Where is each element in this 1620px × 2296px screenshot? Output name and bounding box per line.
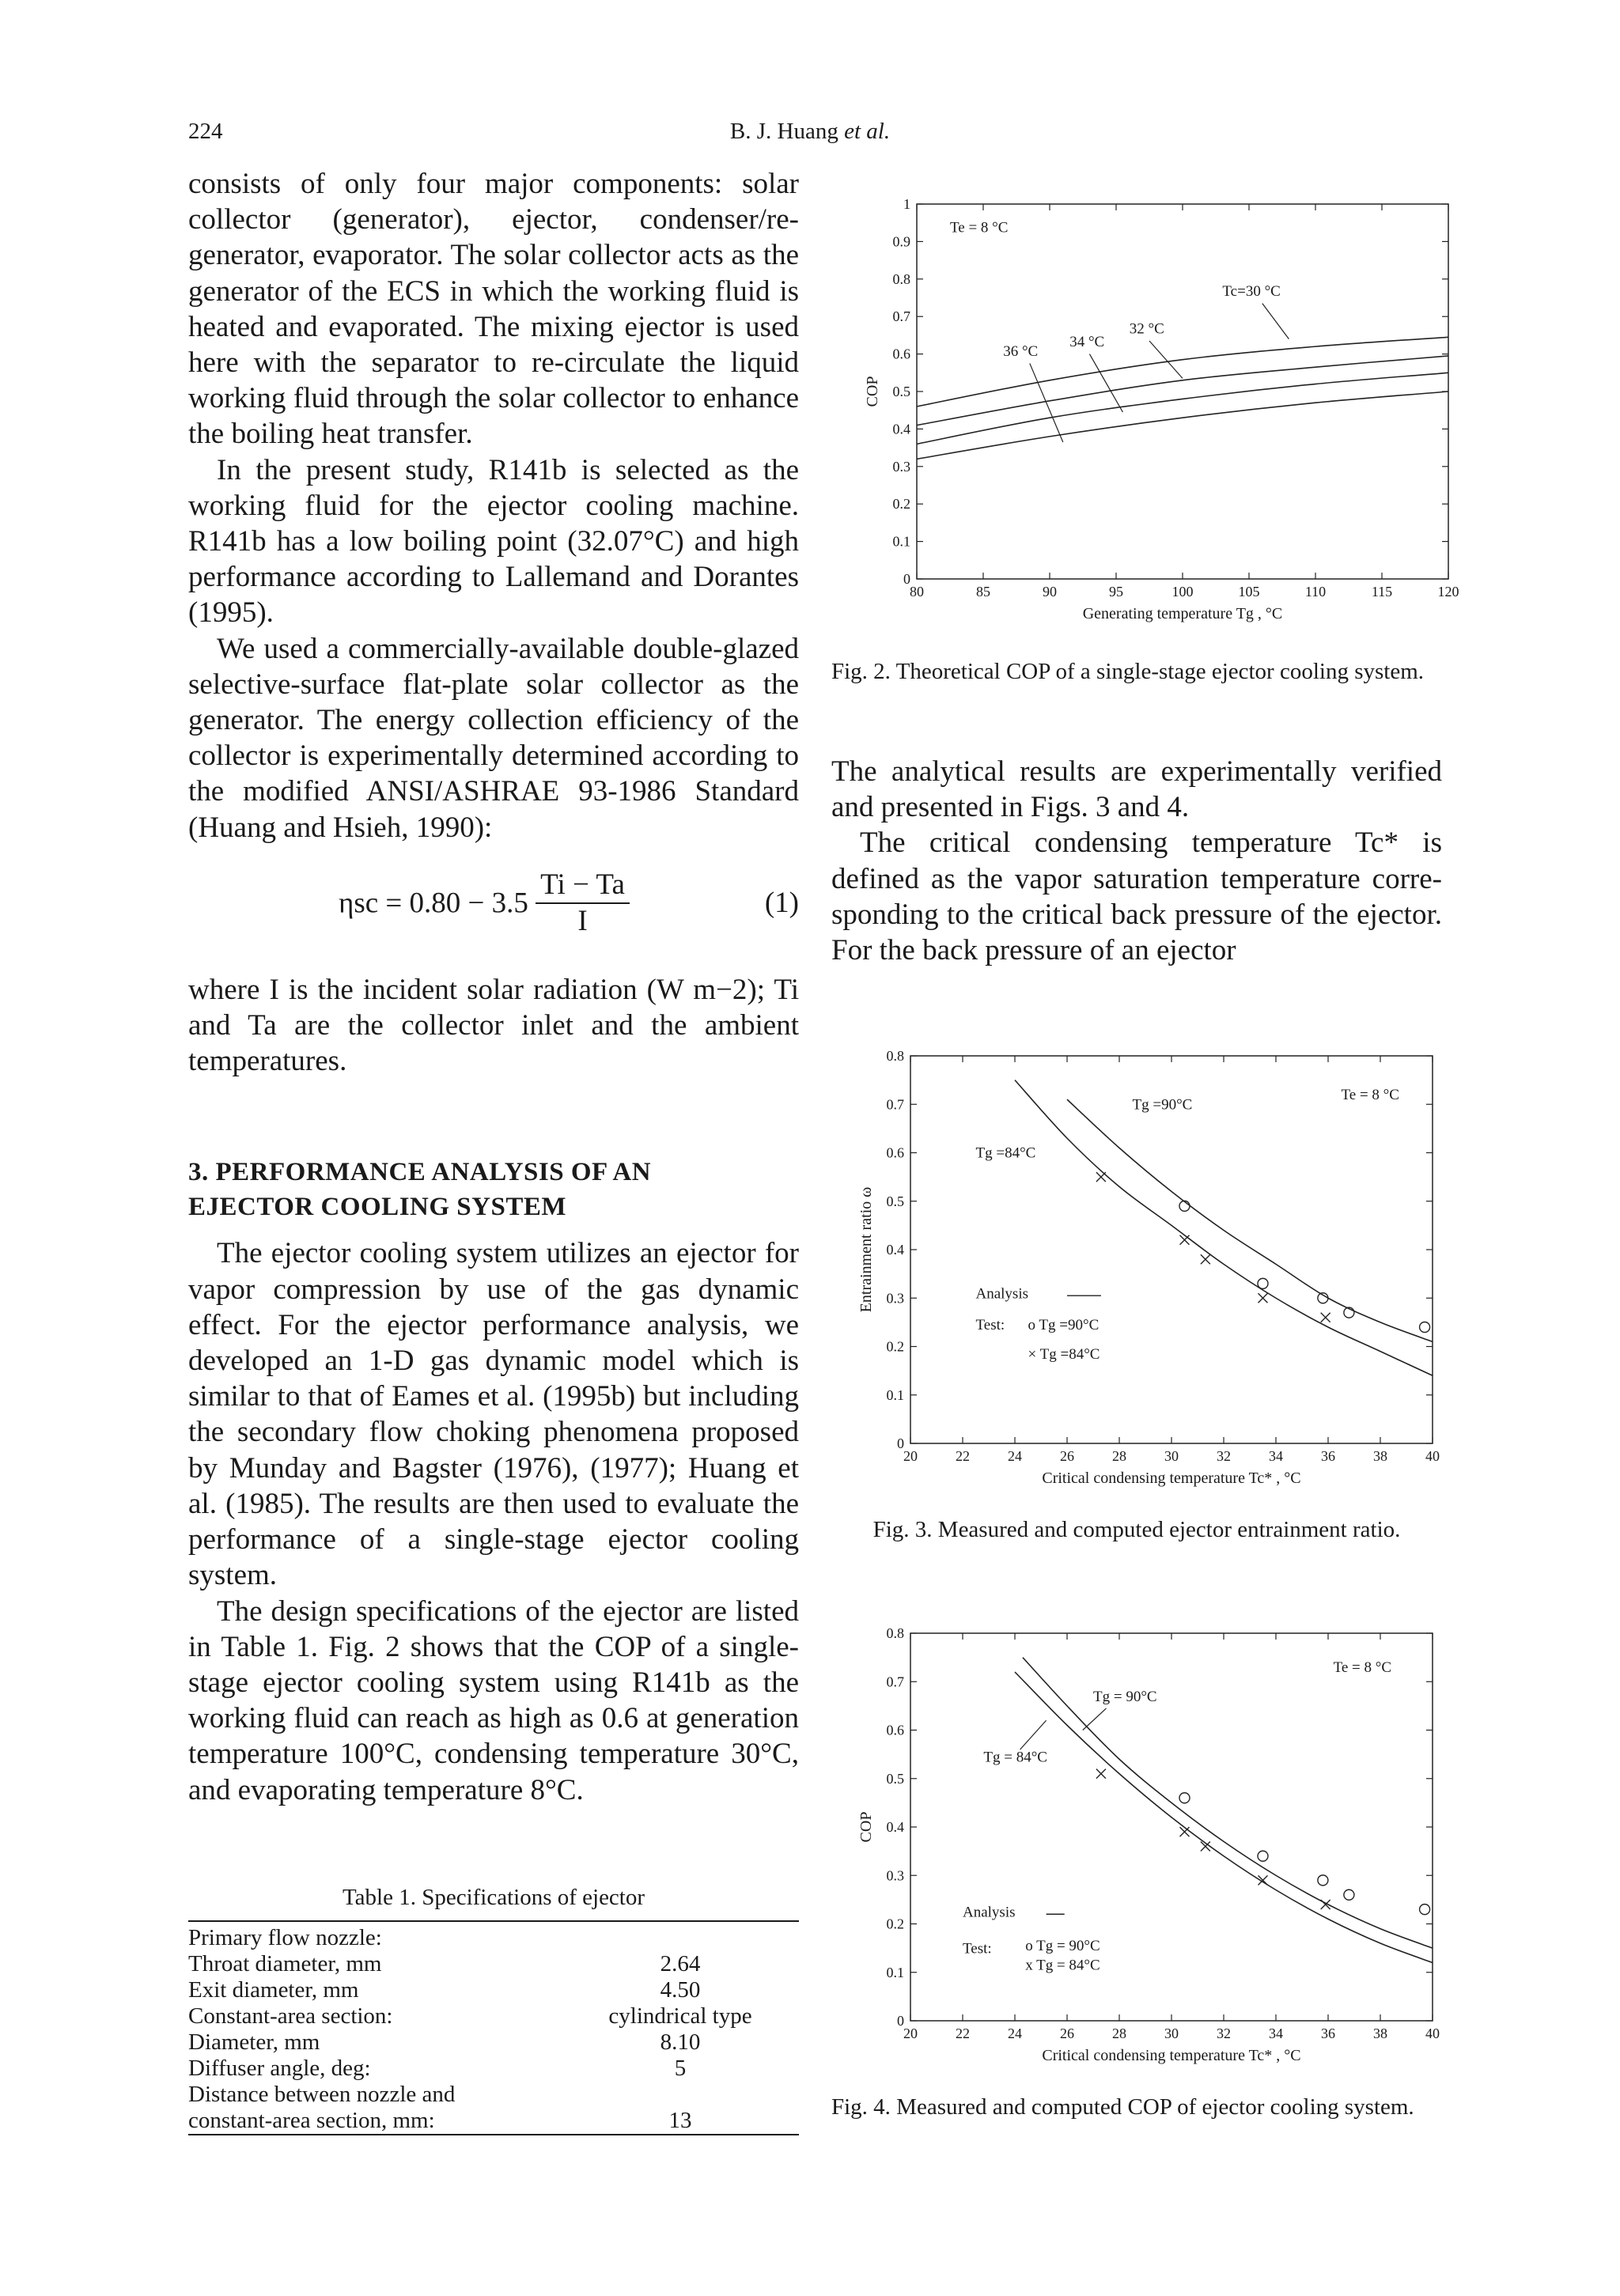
data-point-cross [1180,1235,1190,1245]
annotation-tc34: 34 °C [1069,334,1105,351]
table-cell-value [562,2082,799,2108]
legend-circle: o Tg =90°C [1028,1317,1100,1334]
data-point-circle [1179,1793,1190,1803]
y-tick-label: 0.3 [886,1290,904,1307]
x-tick-label: 26 [1060,2026,1074,2041]
y-tick-label: 0.5 [892,384,910,399]
x-tick-label: 40 [1425,1448,1440,1464]
y-tick-label: 0.5 [886,1193,904,1209]
x-axis-label: Critical condensing temperature Tc* , °C [1042,1470,1301,1487]
equation-number: (1) [764,886,799,919]
y-tick-label: 0.8 [886,1048,904,1064]
y-tick-label: 0.7 [886,1096,904,1113]
table-cell-value: cylindrical type [608,2003,752,2029]
table-row [188,2029,799,2056]
x-tick-label: 38 [1373,1448,1387,1464]
data-point-cross [1180,1827,1190,1836]
x-tick-label: 20 [903,2026,918,2041]
table-row [188,2108,799,2135]
table-row [188,2003,799,2029]
y-tick-label: 0.2 [886,1916,904,1932]
annotation-tc32: 32 °C [1129,320,1164,338]
paragraph: consists of only four major components: solar collector (generator), ejector, condenser/re-generator, evaporator. The solar collector acts as the generator of the ECS in which the working fluid is heated and evaporated. The mixing ejector is used here with the separator to re-circulate the liquid working fluid through the solar collector to enhance the boiling heat transfer. [188,168,799,451]
annotation-leader [1262,304,1289,339]
x-tick-label: 85 [976,584,990,600]
x-tick-label: 28 [1112,1448,1126,1464]
table-cell-value: 2.64 [660,1951,701,1976]
y-tick-label: 0.6 [892,346,910,362]
x-tick-label: 32 [1217,1448,1231,1464]
data-point-circle [1344,1889,1354,1900]
annotation-tg84: Tg = 84°C [983,1749,1047,1766]
x-tick-label: 30 [1164,2026,1179,2041]
annotation-leader [1083,1708,1107,1731]
table-cell-label: Primary flow nozzle: [188,1925,382,1950]
plot-frame [910,1056,1433,1443]
y-tick-label: 0.4 [886,1242,904,1258]
equation-lhs: ηsc = 0.80 − 3.5 [339,887,528,920]
x-tick-label: 90 [1043,584,1057,600]
data-point-cross [1259,1293,1268,1303]
annotation-leader [1020,1720,1047,1749]
annotation-tc36: 36 °C [1003,342,1039,360]
equation-1 [188,845,799,972]
x-tick-label: 110 [1304,584,1327,600]
y-tick-label: 0.3 [892,458,910,475]
x-tick-label: 32 [1217,2026,1231,2041]
y-tick-label: 0.2 [892,496,910,513]
y-axis-label: COP [857,1811,875,1843]
y-tick-label: 0.1 [886,1964,904,1980]
legend-test: Test: [975,1317,1005,1334]
table-cell-value [562,1921,799,1951]
y-tick-label: 0.6 [886,1144,904,1161]
y-tick-label: 0.6 [886,1722,904,1738]
legend-circle: o Tg = 90°C [1025,1938,1100,1955]
table-cell-value: 8.10 [660,2029,701,2055]
table-cell-label: Constant-area section: [188,2003,393,2029]
table-cell-value: 4.50 [660,1977,701,2003]
y-tick-label: 0.2 [886,1338,904,1355]
equation-denominator: I [577,904,588,937]
left-column [188,166,799,1808]
figure-3 [831,1044,1448,1503]
page-number: 224 [188,119,223,144]
table-cell-label: constant-area section, mm: [188,2108,435,2133]
table-row [188,1921,799,1951]
figure-3-caption: Fig. 3. Measured and computed ejector entrainment ratio. [872,1517,1401,1542]
x-tick-label: 34 [1269,2026,1283,2041]
y-tick-label: 0.9 [892,233,910,250]
x-tick-label: 28 [1112,2026,1126,2041]
y-tick-label: 0.8 [886,1625,904,1641]
x-axis-label: Critical condensing temperature Tc* , °C [1042,2047,1301,2064]
annotation-tg90: Tg = 90°C [1093,1688,1157,1705]
right-column-text [831,754,1442,968]
table-row [188,2082,799,2108]
x-tick-label: 22 [956,2026,970,2041]
running-head: B. J. Huang et al. [729,119,891,144]
x-tick-label: 22 [956,1448,970,1464]
y-axis-label: COP [864,376,881,407]
annotation-leader [1149,341,1183,378]
table-cell-value: 13 [668,2108,692,2133]
data-point-cross [1096,1172,1106,1182]
data-point-cross [1096,1769,1106,1779]
annotation-tg84: Tg =84°C [975,1144,1036,1162]
series-line [1023,1658,1433,1949]
x-tick-label: 38 [1373,2026,1387,2041]
table-cell-value: 5 [674,2056,687,2081]
table-cell-label: Diameter, mm [188,2029,320,2055]
x-tick-label: 26 [1060,1448,1074,1464]
legend-cross: x Tg = 84°C [1025,1957,1100,1974]
annotation-te: Te = 8 °C [1333,1659,1392,1676]
paragraph: The critical condensing temperature Tc* is defined as the vapor saturation temperature corre-sponding to the critical back pressure of the ejector. For the back pressure of an ejector [831,826,1442,967]
x-tick-label: 120 [1437,584,1459,600]
equation-numerator: Ti − Ta [536,868,630,904]
x-tick-label: 24 [1008,1448,1022,1464]
data-point-circle [1258,1851,1268,1861]
x-tick-label: 30 [1164,1448,1179,1464]
y-tick-label: 0.4 [886,1819,904,1835]
x-tick-label: 80 [910,584,924,600]
data-point-circle [1420,1322,1430,1333]
paragraph: where I is the incident solar radiation (W m−2); Ti and Ta are the collector inlet and the ambient temperatures. [188,973,799,1078]
annotation-te: Te = 8 °C [950,219,1009,236]
table-cell-label: Exit diameter, mm [188,1977,359,2003]
figure-2 [831,190,1459,656]
legend-test: Test: [963,1940,992,1957]
legend-analysis: Analysis [975,1285,1028,1303]
table-caption: Table 1. Specifications of ejector [342,1885,645,1910]
figure-2-caption: Fig. 2. Theoretical COP of a single-stage ejector cooling system. [831,659,1425,684]
plot-frame [910,1633,1433,2021]
table-cell-label: Throat diameter, mm [188,1951,382,1976]
x-tick-label: 115 [1371,584,1393,600]
x-tick-label: 24 [1008,2026,1022,2041]
table-row [188,1951,799,1977]
data-point-cross [1321,1313,1330,1322]
table-cell-label: Diffuser angle, deg: [188,2056,371,2081]
y-tick-label: 0.7 [892,308,910,325]
legend-cross: × Tg =84°C [1028,1345,1100,1363]
legend-analysis: Analysis [963,1904,1016,1921]
annotation-leader [1089,354,1122,412]
y-tick-label: 0.3 [886,1867,904,1884]
table-cell-label: Distance between nozzle and [188,2082,456,2107]
paragraph: The ejector cooling system utilizes an ejector for vapor compression by use of the gas dynamic effect. For the ejector performance analysis, we developed an 1-D gas dynamic model which is similar to that of Eames et al. (1995b) but including the secondary flow choking phenomena proposed by Munday and Bagster (1976), (1977); Huang et al. (1985). The results are then used to evaluate the performance of a single-stage ejector cooling system. [188,1237,799,1592]
paragraph: The analytical results are experimentally verified and presented in Figs. 3 and 4. [831,755,1442,824]
series-line [1015,1672,1433,1963]
annotation-tg90: Tg =90°C [1132,1096,1193,1114]
y-tick-label: 0.7 [886,1674,904,1690]
annotation-te: Te = 8 °C [1341,1087,1399,1104]
data-point-cross [1201,1254,1210,1264]
y-tick-label: 0 [903,571,910,587]
y-tick-label: 0 [897,2013,904,2029]
section-heading: EJECTOR COOLING SYSTEM [188,1193,566,1222]
x-tick-label: 34 [1269,1448,1283,1464]
y-tick-label: 0.4 [892,421,910,437]
table-row [188,1977,799,2003]
data-point-circle [1318,1875,1328,1886]
data-point-circle [1420,1905,1430,1915]
x-tick-label: 100 [1171,584,1194,600]
annotation-leader [1030,363,1063,442]
annotation-tc30: Tc=30 °C [1222,283,1281,301]
figure-4 [831,1621,1448,2088]
x-tick-label: 20 [903,1448,918,1464]
series-line [917,373,1448,444]
y-tick-label: 0.8 [892,270,910,287]
y-tick-label: 0 [897,1435,904,1451]
x-tick-label: 36 [1321,1448,1335,1464]
table-row [188,2056,799,2082]
section-heading: 3. PERFORMANCE ANALYSIS OF AN [188,1158,652,1187]
y-tick-label: 0.1 [886,1386,904,1403]
series-line [917,337,1448,407]
paragraph: In the present study, R141b is selected as the working fluid for the ejector cooling machine. R141b has a low boiling point (32.07°C) and high performance according to Lallemand and Dorantes (1995). [188,453,799,630]
figure-4-caption: Fig. 4. Measured and computed COP of ejector cooling system. [831,2094,1414,2120]
paragraph: We used a commercially-available double-glazed selective-surface flat-plate solar collector as the generator. The energy collection efficiency of the collector is experimentally determined according to the modified ANSI/ASHRAE 93-1986 Standard (Huang and Hsieh, 1990): [188,632,799,844]
equation-fraction [536,868,630,939]
table-1 [188,1882,799,2135]
x-tick-label: 105 [1238,584,1260,600]
series-line [917,391,1448,459]
y-axis-label: Entrainment ratio ω [857,1186,875,1313]
y-tick-label: 0.5 [886,1770,904,1787]
x-tick-label: 40 [1425,2026,1440,2041]
data-point-circle [1258,1278,1268,1288]
series-line [1067,1099,1433,1341]
spec-table [188,1920,799,2135]
paragraph: The design specifications of the ejector are listed in Table 1. Fig. 2 shows that the COP of a single-stage ejector cooling system using R141b as the working fluid can reach as high as 0.6 at generation temperature 100°C, condensing temperature 30°C, and evaporating temperature 8°C. [188,1594,799,1806]
x-axis-label: Generating temperature Tg , °C [1082,605,1283,622]
y-tick-label: 1 [903,196,910,212]
x-tick-label: 95 [1109,584,1123,600]
x-tick-label: 36 [1321,2026,1335,2041]
plot-frame [917,204,1448,579]
y-tick-label: 0.1 [892,533,910,550]
